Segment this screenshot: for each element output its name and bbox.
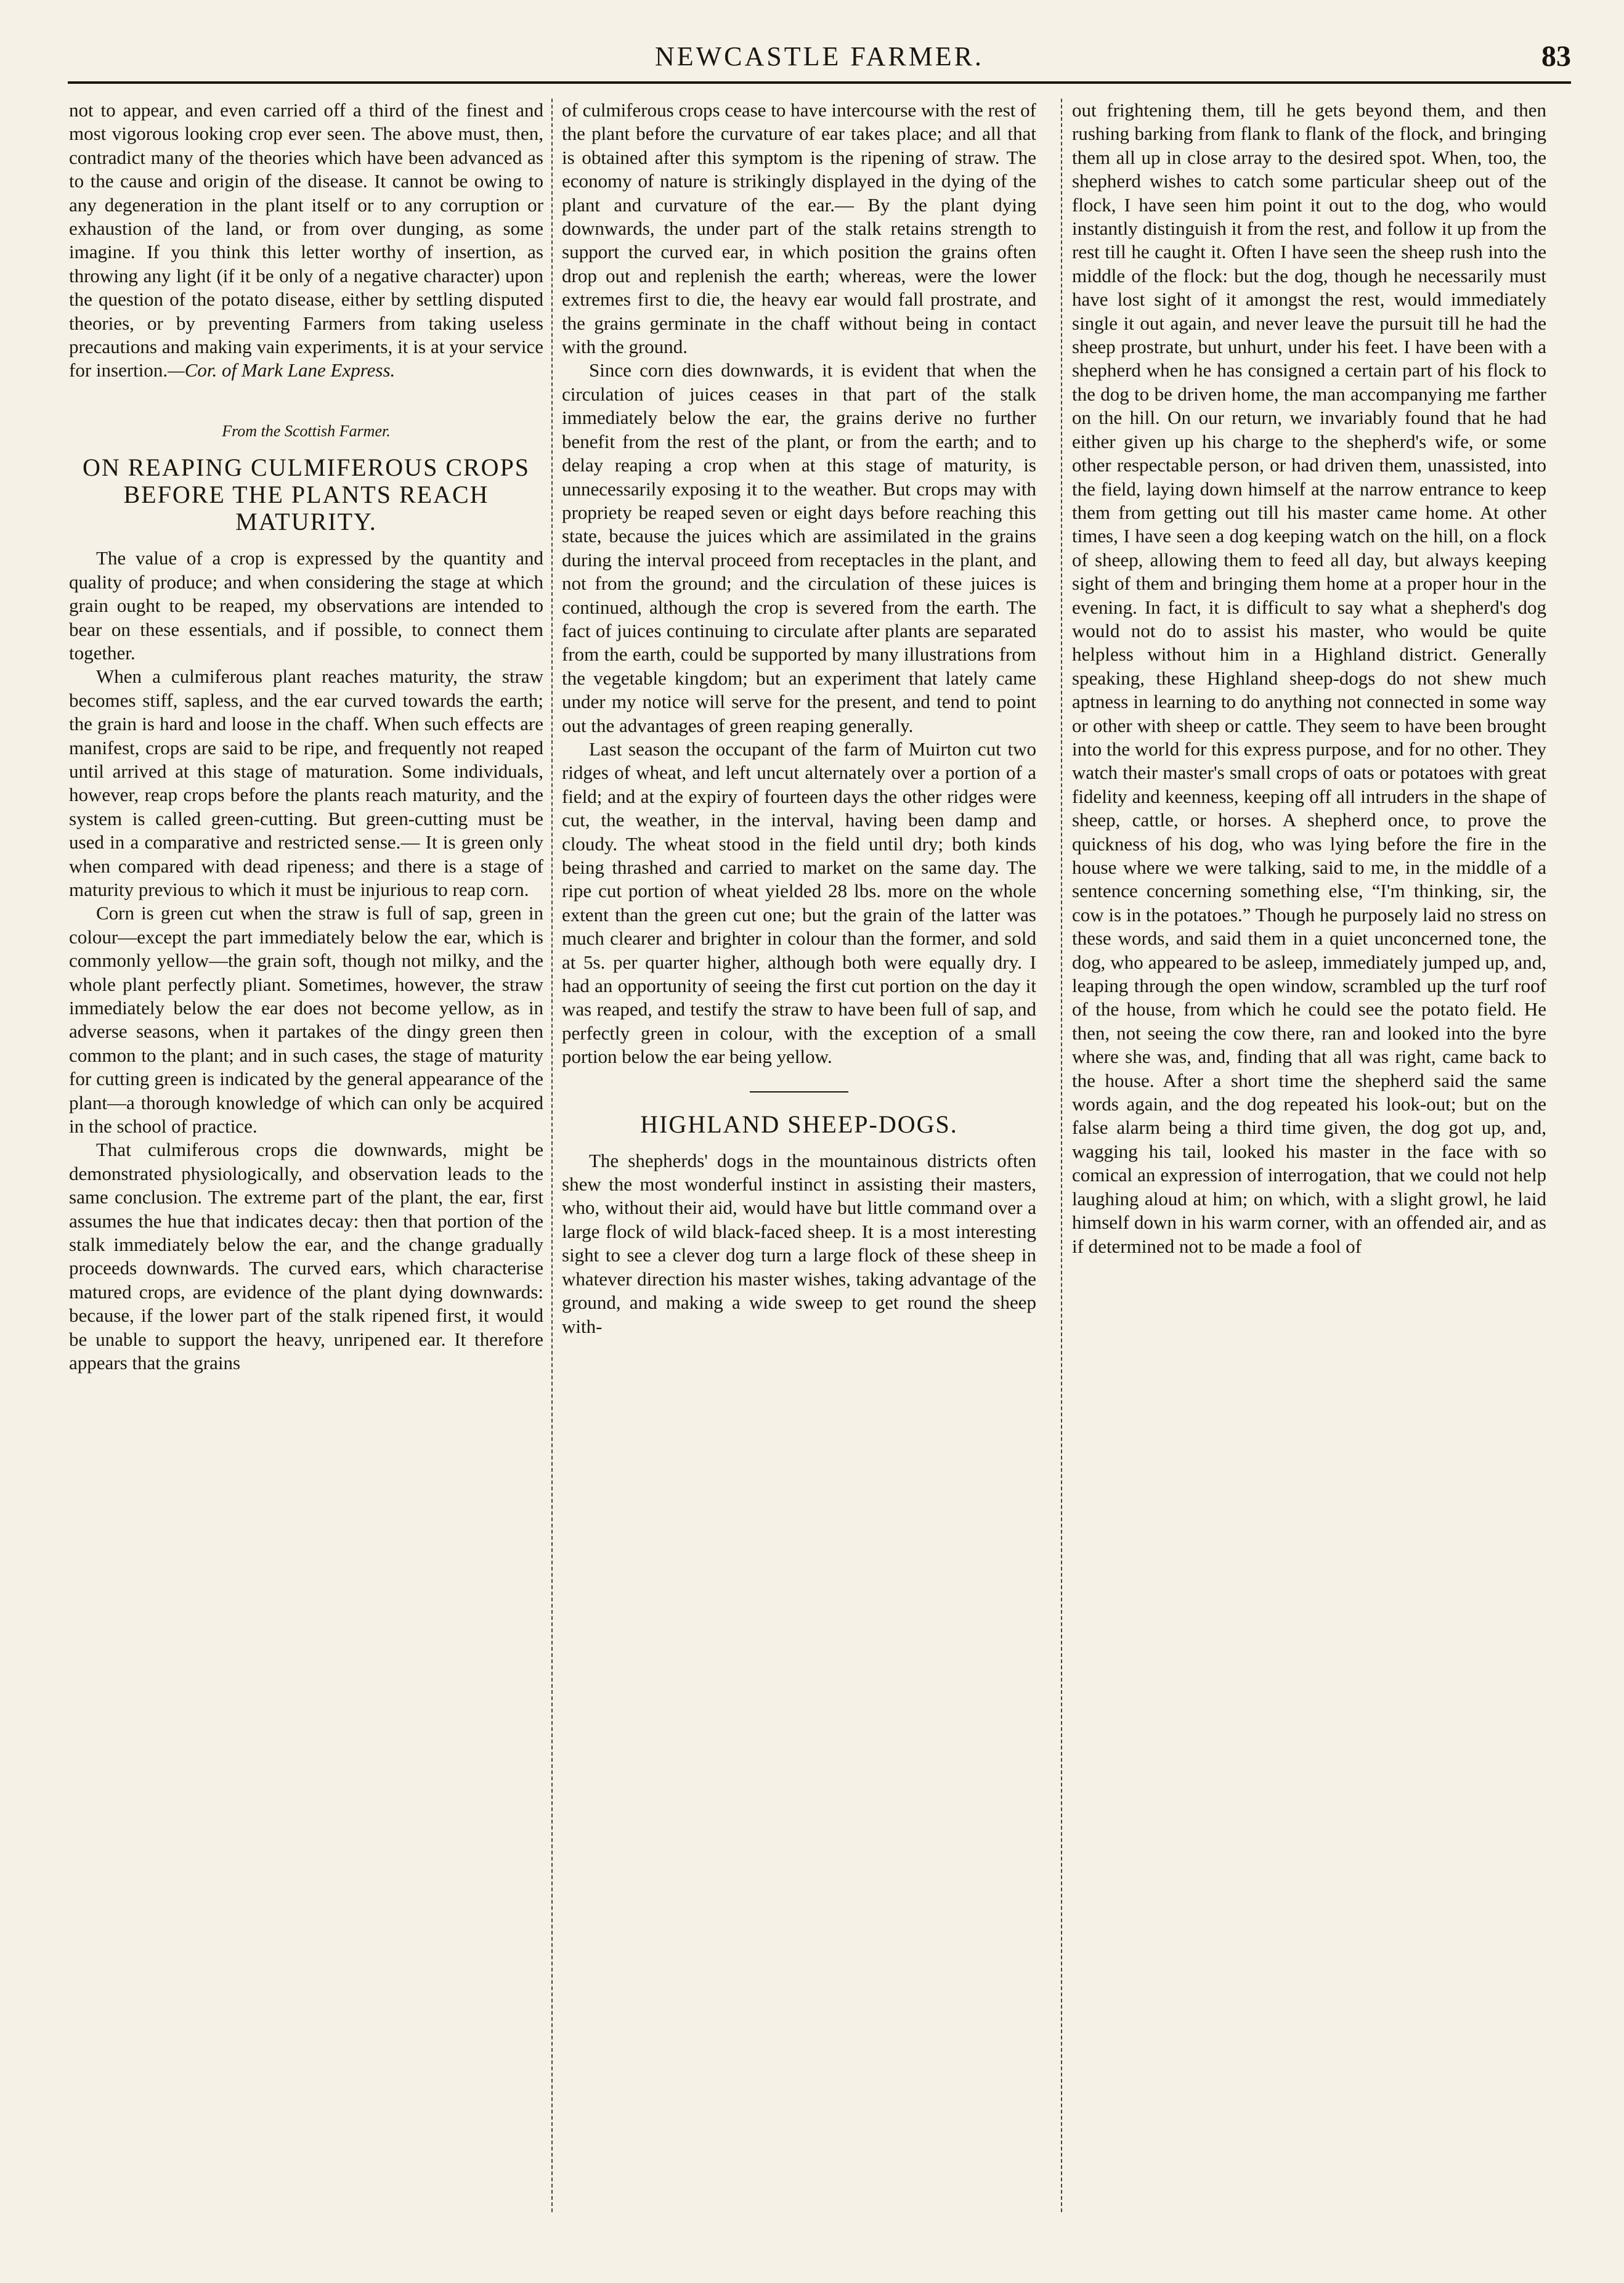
paragraph: Since corn dies downwards, it is evident that when the circulation of juices ceases in that part of the stalk immediately below the ear, the grains derive no further benefit from the rest of the plant, or from the earth; and to delay reaping a crop when at this stage of maturity, is unnecessarily exposing it to the weather. But crops may with propriety be reaped seven or eight days before reaching this state, because the juices which are assimilated in the grains during the interval proceed from receptacles in the plant, and not from the ground; and the circulation of these juices is continued, although the crop is severed from the earth. The fact of juices continuing to circulate after plants are separated from the earth, could be supported by many illustrations from the vegetable kingdom; but an experiment that lately came under my notice will serve for the present, and tend to point out the advantages of green reaping generally. (562, 359, 1036, 736)
article-title: HIGHLAND SHEEP-DOGS. (640, 1110, 958, 1138)
letter-signature: —Cor. of Mark Lane Express. (168, 359, 396, 381)
paragraph: The shepherds' dogs in the mountainous districts often shew the most wonderful instinct in assisting their masters, who, without their aid, would have but little command over a large flock of wild black-faced sheep. It is a most interesting sight to see a clever dog turn a large flock of these sheep in whatever direction his master wishes, taking advantage of the ground, and making a wide sweep to get round the sheep with- (562, 1149, 1036, 1337)
page-header (68, 37, 1571, 78)
paragraph: When a culmiferous plant reaches maturity, the straw becomes stiff, sapless, and the ear curved towards the earth; the grain is hard and loose in the chaff. When such effects are manifest, crops are said to be ripe, and frequently not reaped until arrived at this stage of maturation. Some individuals, however, reap crops before the plants reach maturity, and the system is called green-cutting. But green-cutting must be used in a comparative and restricted sense.— It is green only when compared with dead ripeness; and there is a stage of maturity previous to which it must be injurious to reap corn. (69, 665, 543, 900)
running-title: NEWCASTLE FARMER. (654, 41, 985, 71)
page-number: 83 (1541, 40, 1571, 73)
header-rule (68, 81, 1571, 84)
paragraph-text: not to appear, and even carried off a third of the finest and most vigorous looking crop ever seen. The above must, then, contradict many of the theories which have been advanced as to the cause and origin of the disease. It cannot be owing to any degeneration in the plant itself or to any corruption or exhaustion of the land, or from over dunging, as some imagine. If you think this letter worthy of insertion, as throwing any light (if it be only of a negative character) upon the question of the potato disease, either by settling disputed theories, or by preventing Farmers from taking useless precautions and making vain experiments, it is at your service for insertion. (69, 99, 543, 381)
paragraph: That culmiferous crops die downwards, might be demonstrated physiologically, and observation leads to the same conclusion. The extreme part of the plant, the ear, first assumes the hue that indicates decay: then that portion of the stalk immediately below the ear, and the change gradually proceeds downwards. The curved ears, which characterise matured crops, are evidence of the plant dying downwards: because, if the lower part of the stalk ripened first, it would be unable to support the heavy, unripened ear. It therefore appears that the grains (69, 1139, 543, 1374)
continued-paragraph: of culmiferous crops cease to have intercourse with the rest of the plant before the curvature of ear takes place; and all that is obtained after this symptom is the ripening of straw. The economy of nature is strikingly displayed in the dying of the plant and curvature of the ear.— By the plant dying downwards, the under part of the stalk retains strength to support the curved ear, in which position the grains often drop out and replenish the earth; whereas, were the lower extremes first to die, the heavy ear would fall prostrate, and the grains germinate in the chaff without being in contact with the ground. (562, 99, 1036, 358)
paragraph: Last season the occupant of the farm of Muirton cut two ridges of wheat, and left uncut alternately over a portion of a field; and at the expiry of fourteen days the other ridges were cut, the weather, in the interval, having been damp and cloudy. The wheat stood in the field until dry; both kinds being thrashed and carried to market on the same day. The ripe cut portion of wheat yielded 28 lbs. more on the whole extent than the green cut one; but the grain of the latter was much clearer and brighter in colour than the former, and sold at 5s. per quarter higher, although both were equally dry. I had an opportunity of seeing the first cut portion on the day it was reaped, and testify the straw to have been full of sap, and perfectly green in colour, with the exception of a small portion below the ear being yellow. (562, 738, 1036, 1068)
column-divider (551, 99, 553, 2212)
paragraph: The value of a crop is expressed by the quantity and quality of produce; and when considering the stage at which grain ought to be reaped, my observations are intended to bear on these essentials, and if possible, to connect them together. (69, 547, 543, 664)
article-source: From the Scottish Farmer. (222, 421, 391, 440)
continued-paragraph (69, 99, 543, 383)
paragraph: Corn is green cut when the straw is full of sap, green in colour—except the part immediately below the ear, which is commonly yellow—the grain soft, though not milky, and the whole plant perfectly pliant. Sometimes, however, the straw immediately below the ear does not become yellow, as in adverse seasons, when it partakes of the dingy green then common to the plant; and in such cases, the stage of maturity for cutting green is indicated by the general appearance of the plant—a thorough knowledge of which can only be acquired in the school of practice. (69, 902, 543, 1137)
continued-paragraph: out frightening them, till he gets beyond them, and then rushing barking from flank to flank of the flock, and bringing them all up in close array to the desired spot. When, too, the shepherd wishes to catch some particular sheep out of the flock, I have seen him point it out to the dog, who would instantly distinguish it from the rest, and follow it up from the rest till he caught it. Often I have seen the sheep rush into the middle of the flock: but the dog, though he necessarily must have lost sight of it amongst the rest, would immediately single it out again, and never leave the pursuit till he had the sheep prostrate, but unhurt, under his feet. I have been with a shepherd when he has consigned a certain part of his flock to the dog to be driven home, the man accompanying me farther on the hill. On our return, we invariably found that he had either given up his charge to the shepherd's wife, or some other respectable person, or had driven them, unassisted, into the field, laying down himself at the narrow entrance to keep them from getting out till his master came home. At other times, I have seen a dog keeping watch on the hill, on a flock of sheep, allowing them to feed all day, but always keeping sight of them and bringing them home at a proper hour in the evening. In fact, it is difficult to say what a shepherd's dog would not do to assist his master, who would be quite helpless without him in a Highland district. Generally speaking, these Highland sheep-dogs do not shew much aptness in learning to do anything not connected in some way or other with sheep or cattle. They seem to have been brought into the world for this express purpose, and for no other. They watch their master's small crops of oats or potatoes with great fidelity and keenness, keeping off all intruders in the shape of sheep, cattle, or horses. A shepherd once, to prove the quickness of his dog, who was lying before the fire in the house where we were talking, said to me, in the middle of a sentence concerning something else, “I'm thinking, sir, the cow is in the potatoes.” Though he purposely laid no stress on these words, and said them in a quiet unconcerned tone, the dog, who appeared to be asleep, immediately jumped up, and, leaping through the open window, scrambled up the turf roof of the house, from which he could see the potato field. He then, not seeing the cow there, ran and looked into the byre where she was, and, finding that all was right, came back to the house. After a short time the shepherd said the same words again, and the dog repeated his look-out; but on the false alarm being a third time given, the dog got up, and, wagging his tail, looked his master in the face with so comical an expression of interrogation, that we could not help laughing aloud at him; on which, with a slight growl, he laid himself down in his warm corner, with an offended air, and as if determined not to be made a fool of (1072, 99, 1546, 1257)
column-2 (562, 99, 1036, 1338)
section-rule (750, 1091, 848, 1093)
column-3 (1072, 99, 1546, 1258)
column-1 (69, 99, 543, 1375)
column-divider (1061, 99, 1062, 2212)
article-title: ON REAPING CULMIFEROUS CROPS BEFORE THE PLANTS REACH MATURITY. (82, 454, 530, 536)
